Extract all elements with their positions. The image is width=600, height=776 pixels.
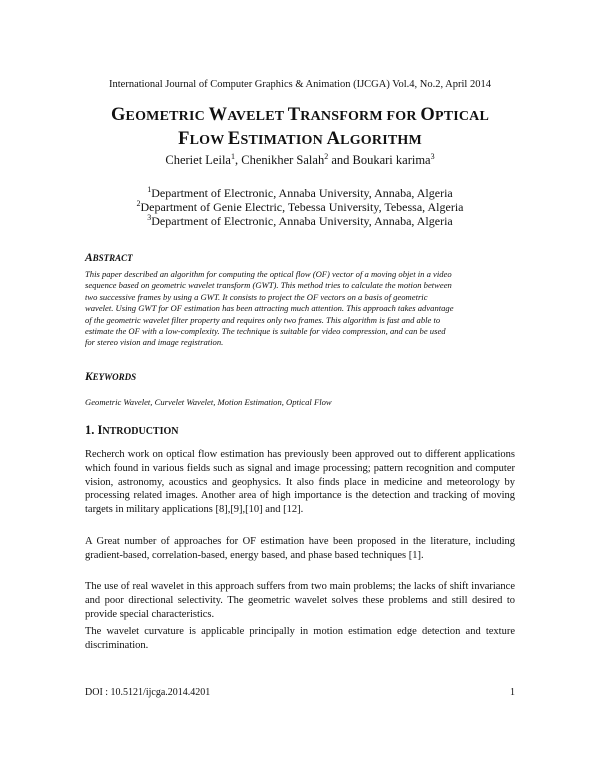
affiliation [0,186,600,200]
journal-header: International Journal of Computer Graphics & Animation (IJCGA) Vol.4, No.2, April 2014 [109,79,491,90]
intro-paragraph: A Great number of approaches for OF estimation have been proposed in the literature, including gradient-based, correlation-based, energy based, and phase based techniques [1]. [85,536,515,561]
title-word: ESTIMATION [227,129,327,149]
abstract-line: of the geometric wavelet filter property and requires only two frames. This algorithm is fast and able to [85,314,441,325]
title-line-2 [60,128,540,152]
title-word: OPTICAL [420,105,490,125]
keywords-heading [85,371,136,383]
heading-rest: BSTRACT [92,253,133,263]
abstract-line: wavelet. Using GWT for OF estimation has been attracting much attention. This approach takes advantage [85,303,454,314]
title-word: TRANSFORM FOR [287,105,421,125]
author-list [0,153,600,168]
affiliation [0,200,600,214]
doi-text: DOI : 10.5121/ijcga.2014.4201 [85,687,211,698]
author-affil-marker: 1 [230,151,235,161]
affiliation [0,214,600,228]
affil-marker: 1 [147,185,152,194]
abstract-heading [85,252,133,264]
affil-text: Department of Genie Electric, Tebessa University, Tebessa, Algeria [140,200,464,214]
author-name: , Chenikher Salah [234,153,325,167]
abstract-line: This paper described an algorithm for computing the optical flow (OF) vector of a moving objet in a video [85,269,452,279]
affil-marker: 3 [147,213,152,222]
title-word: WAVELET [208,105,288,125]
author-name: Cheriet Leila [165,153,231,167]
heading-initial: A [85,252,93,264]
abstract-line: sequence based on geometric wavelet transform (GWT). This method tries to calculate the motion between [85,280,452,291]
affil-text: Department of Electronic, Annaba University, Annaba, Algeria [151,186,453,200]
author-affil-marker: 2 [324,151,329,161]
affil-text: Department of Electronic, Annaba University, Annaba, Algeria [151,214,453,228]
affiliation-list [0,186,600,228]
intro-paragraph: The use of real wavelet in this approach suffers from two main problems; the lacks of shift invariance and poor directional selectivity. The geometric wavelet solves these problems and still desired to provide special characteristics. [85,581,515,620]
heading-initial: I [97,423,103,437]
author-name: and Boukari karima [328,153,431,167]
page-footer [85,687,515,698]
paper-title [60,104,540,152]
abstract-line: for stereo vision and image registration. [85,337,224,348]
heading-rest: NTRODUCTION [102,426,179,437]
title-word: GEOMETRIC [110,105,209,125]
heading-initial: K [85,371,93,383]
affil-marker: 2 [136,199,141,208]
intro-paragraph: The wavelet curvature is applicable principally in motion estimation edge detection and texture discrimination. [85,626,515,651]
page-number: 1 [510,687,515,698]
intro-paragraph: Recherch work on optical flow estimation has previously been approved out to different applications which found in various fields such as signal and image processing; pattern recognition and computer vision, astronomy, acoustics and geophysics. It also finds place in medicine and meteorology by processing related images. Another area of high importance is the detection and tracking of moving targets in military applications [8],[9],[10] and [12]. [85,449,515,516]
section-heading-introduction [85,423,179,438]
title-word: FLOW [178,129,228,149]
section-number: 1. [85,423,98,437]
abstract-line: two successive frames by using a GWT. It consists to project the OF vectors on a basis of geometric [85,291,428,302]
author-affil-marker: 3 [430,151,435,161]
title-line-1 [60,104,540,128]
abstract-line: estimate the OF with a low-complexity. The technique is suitable for video compression, and can be used [85,326,446,337]
abstract-body [85,269,515,349]
heading-rest: EYWORDS [92,372,137,382]
keywords-body: Geometric Wavelet, Curvelet Wavelet, Motion Estimation, Optical Flow [85,397,332,407]
title-word: ALGORITHM [326,129,422,149]
